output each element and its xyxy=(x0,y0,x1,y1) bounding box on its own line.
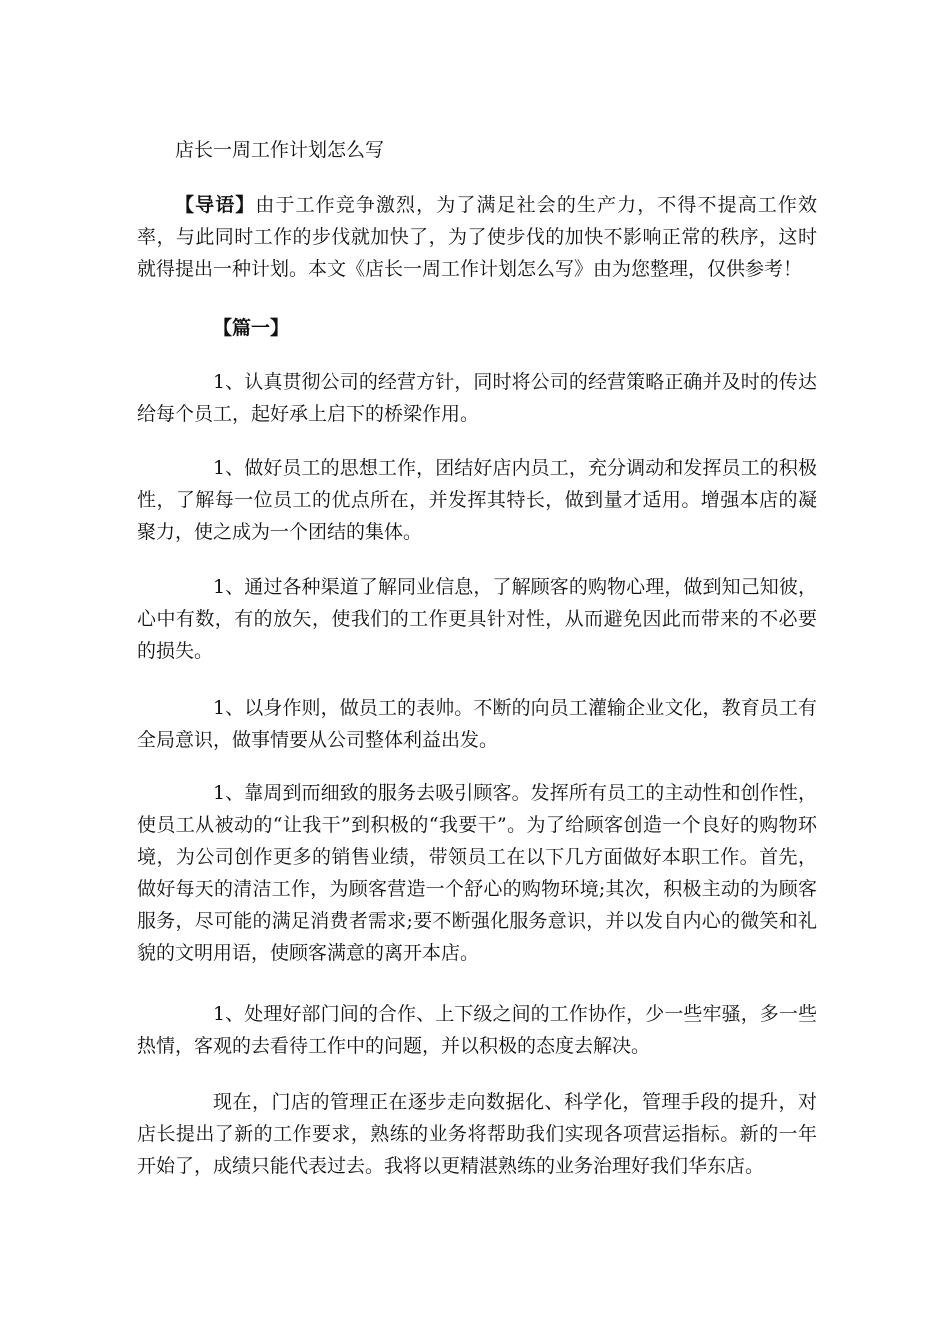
list-item: 1、通过各种渠道了解同业信息，了解顾客的购物心理，做到知己知彼，心中有数，有的放矢，使我们的工作更具针对性，从而避免因此而带来的不必要的损失。 xyxy=(137,576,817,662)
list-item: 1、处理好部门间的合作、上下级之间的工作协作，少一些牢骚，多一些热情，客观的去看待工作中的问题，并以积极的态度去解决。 xyxy=(137,1003,817,1057)
list-item: 1、做好员工的思想工作，团结好店内员工，充分调动和发挥员工的积极性，了解每一位员工的优点所在，并发挥其特长，做到量才适用。增强本店的凝聚力，使之成为一个团结的集体。 xyxy=(137,457,817,543)
intro-text: 由于工作竞争激烈，为了满足社会的生产力，不得不提高工作效率，与此同时工作的步伐就加快了，为了使步伐的加快不影响正常的秩序，这时就得提出一种计划。本文《店长一周工作计划怎么写》由为您整理，仅供参考！ xyxy=(137,194,817,280)
section-label: 【篇一】 xyxy=(213,317,290,339)
intro-tag: 【导语】 xyxy=(175,194,256,216)
list-item: 1、以身作则，做员工的表帅。不断的向员工灌输企业文化，教育员工有全局意识，做事情要从公司整体利益出发。 xyxy=(137,697,817,751)
closing-paragraph: 现在，门店的管理正在逐步走向数据化、科学化，管理手段的提升，对店长提出了新的工作要求，熟练的业务将帮助我们实现各项营运指标。新的一年开始了，成绩只能代表过去。我将以更精湛熟练的业务治理好我们华东店。 xyxy=(137,1091,817,1177)
document-title: 店长一周工作计划怎么写 xyxy=(175,139,385,161)
list-item: 1、靠周到而细致的服务去吸引顾客。发挥所有员工的主动性和创作性，使员工从被动的“让我干”到积极的“我要干”。为了给顾客创造一个良好的购物环境，为公司创作更多的销售业绩，带领员工在以下几方面做好本职工作。首先，做好每天的清洁工作，为顾客营造一个舒心的购物环境;其次，积极主动的为顾客服务，尽可能的满足消费者需求;要不断强化服务意识，并以发自内心的微笑和礼貌的文明用语，使顾客满意的离开本店。 xyxy=(137,782,817,964)
intro-paragraph xyxy=(137,189,817,285)
list-item: 1、认真贯彻公司的经营方针，同时将公司的经营策略正确并及时的传达给每个员工，起好承上启下的桥梁作用。 xyxy=(137,371,817,425)
